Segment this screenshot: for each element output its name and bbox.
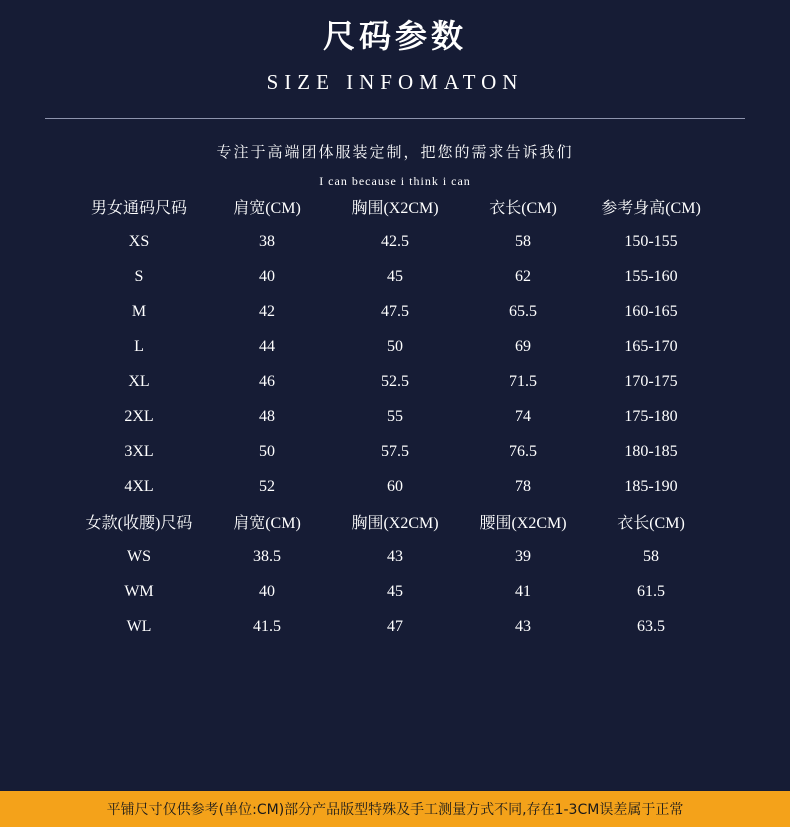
table1-cell: L xyxy=(134,337,144,355)
table2-cell: 43 xyxy=(387,547,403,565)
table1-cell: 55 xyxy=(387,407,403,425)
table1-cell: 175-180 xyxy=(624,407,678,425)
page-title-en: SIZE INFOMATON xyxy=(266,70,524,94)
table1-header-height: 参考身高(CM) xyxy=(601,200,701,217)
table1-cell: 74 xyxy=(515,407,531,425)
header-divider xyxy=(45,118,745,119)
table1-cell: XS xyxy=(128,232,150,250)
table1-cell: 2XL xyxy=(124,407,154,425)
table1-cell: 155-160 xyxy=(624,267,678,285)
table-row xyxy=(75,364,715,399)
table-row xyxy=(75,294,715,329)
table1-cell: 42 xyxy=(259,302,275,320)
table1-cell: 76.5 xyxy=(509,442,537,460)
table2-cell: 58 xyxy=(643,547,659,565)
table2-header-length: 衣长(CM) xyxy=(617,515,685,532)
table-header-row xyxy=(75,504,715,539)
table1-cell: 4XL xyxy=(124,477,154,495)
table1-cell: 50 xyxy=(259,442,275,460)
table-row xyxy=(75,609,715,644)
table2-cell: WS xyxy=(127,547,151,565)
table2-header-shoulder: 肩宽(CM) xyxy=(233,515,301,532)
table1-cell: 44 xyxy=(259,337,275,355)
table2-header-category: 女款(收腰)尺码 xyxy=(85,515,193,532)
table1-header-category: 男女通码尺码 xyxy=(90,200,187,217)
table2-cell: 61.5 xyxy=(637,582,665,600)
subtitle-cn: 专注于高端团体服装定制，把您的需求告诉我们 xyxy=(216,143,574,161)
table1-cell: 65.5 xyxy=(509,302,537,320)
table1-cell: S xyxy=(134,267,144,285)
table1-cell: 71.5 xyxy=(509,372,537,390)
table-header-row xyxy=(75,189,715,224)
table1-cell: 46 xyxy=(259,372,275,390)
table2-header-waist: 腰围(X2CM) xyxy=(479,515,567,532)
table2-cell: 63.5 xyxy=(637,617,665,635)
women-fitted-size-table xyxy=(75,504,715,644)
table2-header-chest: 胸围(X2CM) xyxy=(351,515,439,532)
table1-header-chest: 胸围(X2CM) xyxy=(351,200,439,217)
table-row xyxy=(75,574,715,609)
table1-cell: 52.5 xyxy=(381,372,409,390)
table1-cell: 160-165 xyxy=(624,302,678,320)
table1-cell: 47.5 xyxy=(381,302,409,320)
subtitle-en: I can because i think i can xyxy=(319,174,471,188)
table1-cell: 185-190 xyxy=(624,477,678,495)
table1-cell: 42.5 xyxy=(381,232,409,250)
footer-note: 平铺尺寸仅供参考(单位:CM)部分产品版型特殊及手工测量方式不同,存在1-3CM误差属于正常 xyxy=(0,791,790,827)
table2-cell: 47 xyxy=(387,617,403,635)
table1-cell: 48 xyxy=(259,407,275,425)
table1-cell: 170-175 xyxy=(624,372,678,390)
table1-cell: 57.5 xyxy=(381,442,409,460)
table2-cell: 39 xyxy=(515,547,531,565)
table2-cell: 38.5 xyxy=(253,547,281,565)
table1-cell: 45 xyxy=(387,267,403,285)
table1-cell: 78 xyxy=(515,477,531,495)
table1-cell: 58 xyxy=(515,232,531,250)
table1-cell: 38 xyxy=(259,232,275,250)
table1-cell: M xyxy=(131,302,147,320)
page-header xyxy=(0,0,790,96)
table2-cell: WL xyxy=(126,617,152,635)
table-row xyxy=(75,224,715,259)
table-row xyxy=(75,539,715,574)
table1-cell: 40 xyxy=(259,267,275,285)
table-row xyxy=(75,469,715,504)
table1-cell: 165-170 xyxy=(624,337,678,355)
table1-header-length: 衣长(CM) xyxy=(489,200,557,217)
table1-cell: XL xyxy=(128,372,150,390)
table2-cell: 43 xyxy=(515,617,531,635)
table-row xyxy=(75,399,715,434)
table1-cell: 52 xyxy=(259,477,275,495)
table2-cell: WM xyxy=(124,582,154,600)
table-row xyxy=(75,329,715,364)
table1-header-shoulder: 肩宽(CM) xyxy=(233,200,301,217)
unisex-size-table xyxy=(75,189,715,504)
table2-cell: 41.5 xyxy=(253,617,281,635)
table1-cell: 62 xyxy=(515,267,531,285)
table1-cell: 50 xyxy=(387,337,403,355)
table1-cell: 60 xyxy=(387,477,403,495)
table1-cell: 180-185 xyxy=(624,442,678,460)
table2-cell: 41 xyxy=(515,582,531,600)
table-row xyxy=(75,259,715,294)
table-row xyxy=(75,434,715,469)
table2-cell: 45 xyxy=(387,582,403,600)
table1-cell: 150-155 xyxy=(624,232,678,250)
page-title-cn: 尺码参数 xyxy=(322,17,467,55)
table1-cell: 69 xyxy=(515,337,531,355)
table2-cell: 40 xyxy=(259,582,275,600)
table1-cell: 3XL xyxy=(124,442,154,460)
